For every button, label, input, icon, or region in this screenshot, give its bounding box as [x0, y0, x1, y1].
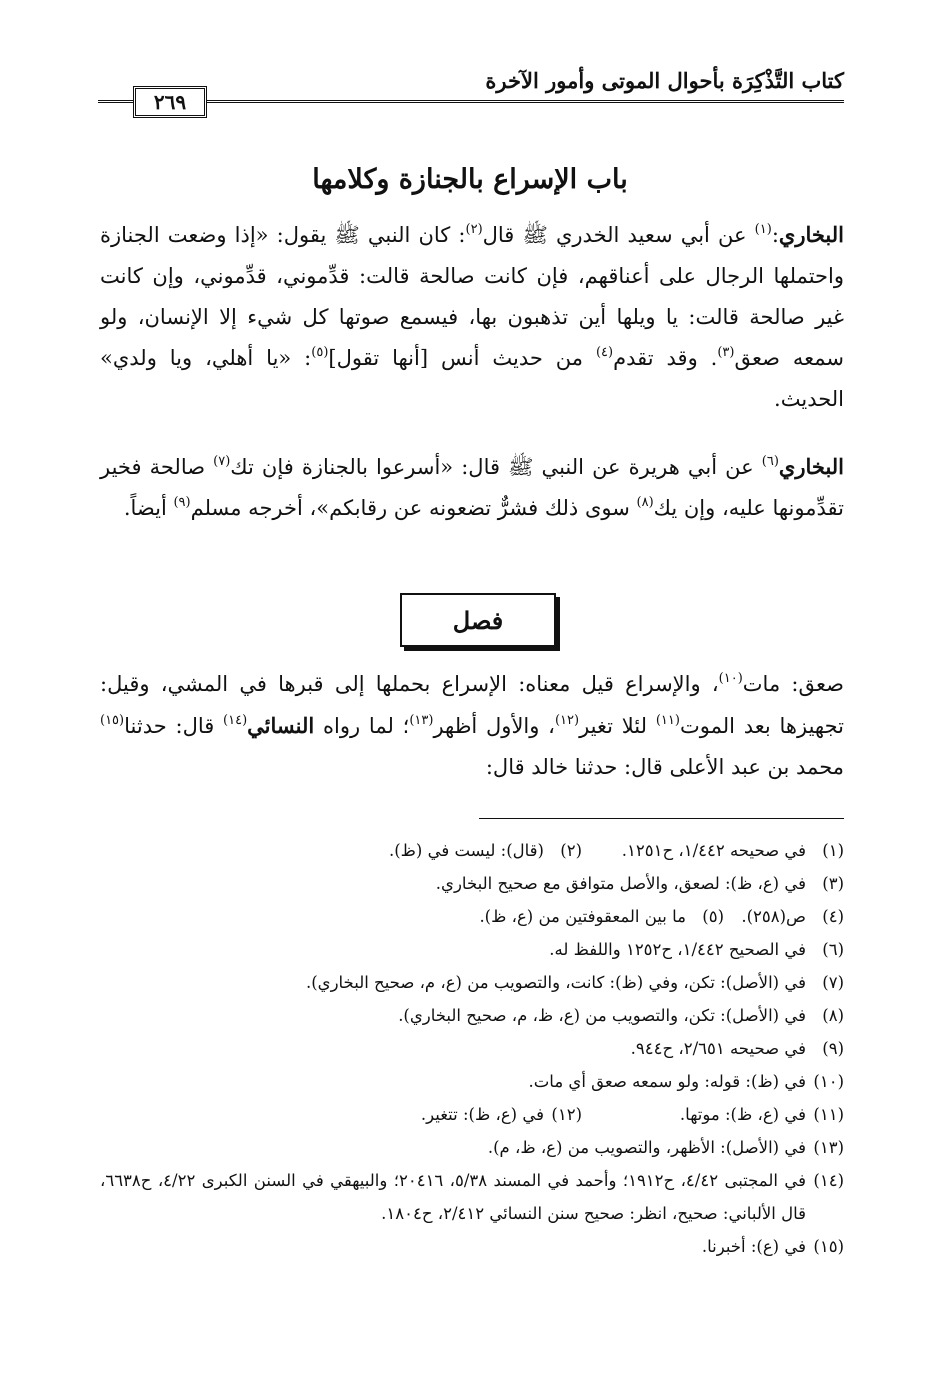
footnote-ref: (١٥)	[100, 713, 125, 728]
footnote-text: ص(٢٥٨).	[741, 907, 806, 926]
footnote-number: (٢)	[560, 841, 582, 860]
footnote-number: (٣)	[822, 874, 844, 893]
footnote-text: في (الأصل): الأظهر، والتصويب من (ع، ظ، م).	[487, 1138, 806, 1157]
footnote-text: في صحيحه ٢/٦٥١، ح٩٤٤.	[630, 1039, 806, 1058]
chapter-title: باب الإسراع بالجنازة وكلامها	[312, 164, 628, 195]
footnote-line	[100, 1164, 844, 1230]
footnote-ref: (٨)	[636, 495, 654, 510]
footnote-text: في (الأصل): تكن، والتصويب من (ع، ظ، م، صحيح البخاري).	[398, 1006, 806, 1025]
footnote-number: (١٥)	[813, 1237, 844, 1256]
footnote-ref: (١٤)	[223, 713, 248, 728]
footnote-ref: (١١)	[655, 713, 680, 728]
footnote-separator	[479, 818, 844, 819]
footnote-number: (٨)	[822, 1006, 844, 1025]
text: أيضاً.	[123, 496, 174, 520]
text: : «يا أهلي، ويا ولدي» الحديث.	[100, 346, 844, 411]
footnote-ref: (٤)	[595, 345, 614, 360]
paragraph-fasl	[100, 664, 844, 788]
footnote-text: في (ع، ظ): موتها.	[679, 1105, 806, 1124]
paragraph-bukhari-1	[100, 214, 844, 420]
footnote-text: في (ع، ظ): لصعق، والأصل متوافق مع صحيح البخاري.	[435, 874, 806, 893]
text: عن أبي هريرة عن النبي ﷺ قال: «أسرعوا بالجنازة فإن تك	[230, 455, 762, 479]
footnote-ref: (٦)	[761, 454, 779, 469]
footnote-line	[100, 1131, 844, 1164]
footnotes	[100, 834, 844, 1263]
footnote-number: (١٤)	[813, 1171, 844, 1190]
section-heading: فصل	[400, 593, 556, 647]
text: لئلا تغير	[579, 714, 656, 738]
footnote-line	[100, 900, 844, 933]
footnote-number: (١١)	[813, 1105, 844, 1124]
footnote-number: (١٣)	[813, 1138, 844, 1157]
page-number: ٢٦٩	[133, 86, 207, 118]
footnote-line	[100, 933, 844, 966]
footnote-ref: (٣)	[717, 345, 735, 360]
text: ؛ لما رواه	[314, 714, 410, 738]
footnote-text: في (ع، ظ): تتغير.	[420, 1105, 544, 1124]
footnote-line	[100, 1098, 844, 1131]
footnote-number: (٩)	[822, 1039, 844, 1058]
header-rule	[98, 100, 844, 103]
footnote-line	[100, 1065, 844, 1098]
footnote-text: ما بين المعقوفتين من (ع، ظ).	[479, 907, 686, 926]
footnote-ref: (١٠)	[718, 671, 743, 686]
footnote-text: في صحيحه ١/٤٤٢، ح١٢٥١.	[621, 841, 806, 860]
text: : كان النبي ﷺ يقول: «إذا وضعت الجنازة واحتملها الرجال على أعناقهم، فإن كانت صالحة قالت: قدِّموني، قدِّموني، وإن كانت غير صالحة قالت: يا ويلها أين تذهبون بها، فيسمع صوتها كل شيء إلا الإنسان، ولو سمعه صعق	[100, 223, 844, 370]
footnote-line	[100, 867, 844, 900]
narrator-name: النسائي	[247, 713, 315, 738]
footnote-text: في (ظ): قوله: ولو سمعه صعق أي مات.	[528, 1072, 806, 1091]
text: صالحة فخير تقدِّمونها عليه، وإن يك	[100, 455, 844, 520]
text: عن أبي سعيد الخدري ﷺ قال	[482, 223, 755, 247]
footnote-text: (قال): ليست في (ظ).	[388, 841, 544, 860]
footnote-line	[100, 1032, 844, 1065]
footnote-ref: (١٣)	[409, 713, 434, 728]
text: :	[771, 223, 779, 247]
footnote-number: (١)	[822, 841, 844, 860]
text: . وقد تقدم	[613, 346, 718, 370]
footnote-number: (٤)	[822, 907, 844, 926]
footnote-ref: (٩)	[173, 495, 191, 510]
footnote-text: في (الأصل): تكن، وفي (ظ): كانت، والتصويب من (ع، م، صحيح البخاري).	[305, 973, 806, 992]
narrator-name: البخاري	[778, 222, 844, 247]
footnote-line	[100, 1230, 844, 1263]
footnote-ref: (٥)	[311, 345, 329, 360]
text: سوى ذلك فشرٌّ تضعونه عن رقابكم»، أخرجه مسلم	[190, 496, 637, 520]
text: صعق: مات	[742, 672, 844, 696]
text: ، والأول أظهر	[433, 714, 555, 738]
footnote-ref: (٧)	[213, 454, 231, 469]
footnote-ref: (٢)	[465, 222, 483, 237]
footnote-ref: (١)	[754, 222, 772, 237]
footnote-number: (١٢)	[551, 1105, 582, 1124]
footnote-text: في (ع): أخبرنا.	[701, 1237, 806, 1256]
footnote-text: في الصحيح ١/٤٤٢، ح١٢٥٢ واللفظ له.	[549, 940, 806, 959]
footnote-line	[100, 966, 844, 999]
narrator-name: البخاري	[778, 454, 845, 479]
text: محمد بن عبد الأعلى قال: حدثنا خالد قال:	[485, 755, 844, 779]
footnote-number: (١٠)	[813, 1072, 844, 1091]
footnote-line	[100, 999, 844, 1032]
footnote-ref: (١٢)	[554, 713, 580, 728]
text: قال: حدثنا	[124, 714, 224, 738]
footnote-number: (٦)	[822, 940, 844, 959]
paragraph-bukhari-2	[100, 446, 844, 529]
footnote-number: (٧)	[822, 973, 844, 992]
text: من حديث أنس [أنها تقول]	[328, 346, 596, 370]
text: ، والإسراع قيل معناه: الإسراع بحملها إلى قبرها في المشي، وقيل: تجهيزها بعد الموت	[100, 672, 844, 738]
running-title: كتاب التَّذْكِرَة بأحوال الموتى وأمور الآخرة	[485, 68, 844, 93]
footnote-line	[100, 834, 844, 867]
footnote-text: في المجتبى ٤/٤٢، ح١٩١٢؛ وأحمد في المسند ٥/٣٨، ٢٠٤١٦؛ والبيهقي في السنن الكبرى ٤/٢٢، ح٦٦٣٨، قال الألباني: صحيح، انظر: صحيح سنن النسائي ٢/٤١٢، ح١٨٠٤.	[100, 1171, 806, 1223]
footnote-number: (٥)	[702, 907, 724, 926]
